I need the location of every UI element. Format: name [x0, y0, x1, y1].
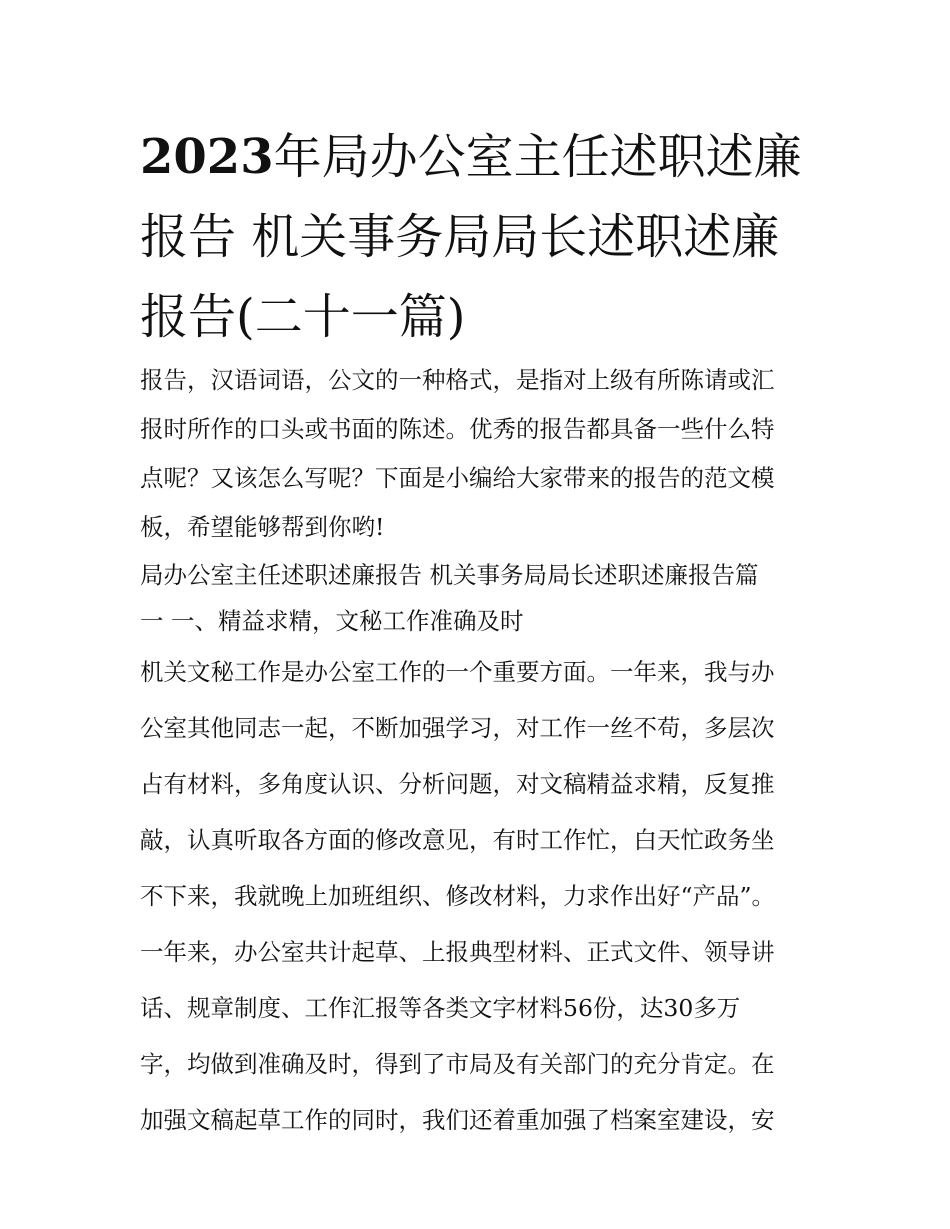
paragraph-line: 字，均做到准确及时，得到了市局及有关部门的充分肯定。在: [140, 1050, 775, 1078]
intro-line: 报告，汉语词语，公文的一种格式，是指对上级有所陈请或汇: [140, 366, 775, 394]
title-line-1: [140, 117, 820, 197]
paragraph-line: 公室其他同志一起，不断加强学习，对工作一丝不苟，多层次: [140, 714, 775, 742]
title-line-2: 报告 机关事务局局长述职述廉: [140, 209, 780, 265]
paragraph-line: 敲，认真听取各方面的修改意见，有时工作忙，白天忙政务坐: [140, 826, 775, 854]
section-heading-line: 局办公室主任述职述廉报告 机关事务局局长述职述廉报告篇: [140, 561, 759, 589]
document-title: [140, 117, 820, 357]
paragraph-line: 话、规章制度、工作汇报等各类文字材料56份，达30多万: [140, 994, 741, 1022]
body-paragraph: [140, 644, 820, 1148]
title-line-3: 报告(二十一篇): [140, 289, 466, 345]
document-body: [140, 356, 820, 1148]
title-year: 2023: [140, 129, 274, 185]
intro-line: 点呢？又该怎么写呢？下面是小编给大家带来的报告的范文模: [140, 464, 775, 492]
paragraph-line: 一年来，办公室共计起草、上报典型材料、正式文件、领导讲: [140, 938, 775, 966]
paragraph-line: 加强文稿起草工作的同时，我们还着重加强了档案室建设，安: [140, 1106, 775, 1134]
paragraph-line: 不下来，我就晚上加班组织、修改材料，力求作出好“产品”。: [140, 882, 776, 910]
section-heading-line: 一 一、精益求精，文秘工作准确及时: [140, 607, 524, 635]
paragraph-line: 占有材料，多角度认识、分析问题，对文稿精益求精，反复推: [140, 770, 775, 798]
intro-paragraph: [140, 356, 820, 552]
title-line-1-rest: 年局办公室主任述职述廉: [273, 129, 802, 185]
intro-line: 报时所作的口头或书面的陈述。优秀的报告都具备一些什么特: [140, 415, 775, 443]
paragraph-line: 机关文秘工作是办公室工作的一个重要方面。一年来，我与办: [140, 658, 775, 686]
section-heading: [140, 552, 820, 644]
intro-line: 板，希望能够帮到你哟!: [140, 513, 385, 541]
